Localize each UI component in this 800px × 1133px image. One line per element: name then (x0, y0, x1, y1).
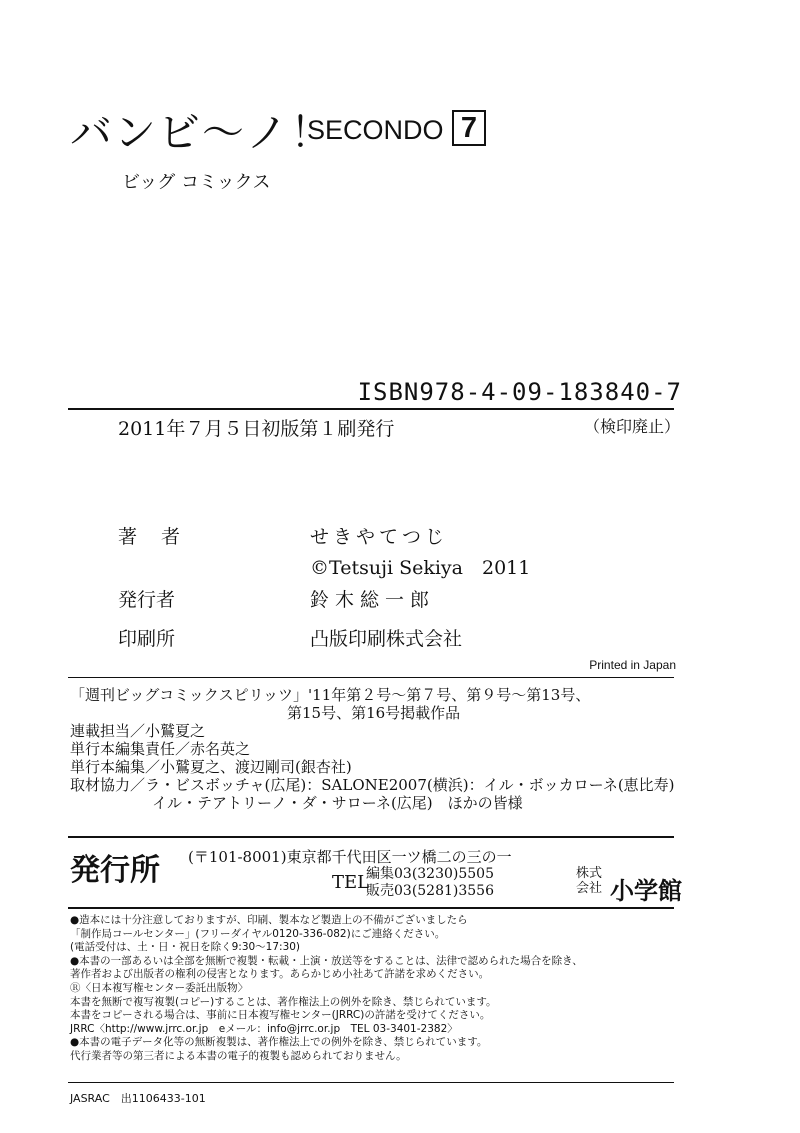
tel-label: TEL (332, 872, 370, 893)
tel-edit: 編集03(3230)5505 (366, 866, 494, 882)
tel-numbers (366, 866, 494, 900)
author-label: 著者 (118, 526, 205, 548)
company-name: 小学館 (610, 877, 682, 905)
printed-in-japan: Printed in Japan (589, 658, 676, 672)
note-line: 代行業者等の第三者による本書の電子的複製も認められておりません。 (70, 1049, 407, 1062)
series-name: ビッグ コミックス (122, 172, 271, 193)
printer-name: 凸版印刷株式会社 (310, 628, 463, 650)
note-line: 本書をコピーされる場合は、事前に日本複写権センター(JRRC)の許諾を受けてください。 (70, 1009, 491, 1022)
credit-line: 単行本編集責任／赤名英之 (70, 740, 251, 758)
notes-top-rule (68, 907, 674, 909)
jasrac-top-rule (68, 1082, 674, 1083)
credit-line: 「週刊ビッグコミックスピリッツ」'11年第２号～第７号、第９号～第13号、 (70, 686, 591, 704)
issuer-address: (〒101-8001)東京都千代田区一ツ橋二の三の一 (188, 848, 512, 866)
volume-number: 7 (452, 110, 486, 146)
corp-type-line: 株式 (576, 866, 603, 881)
note-line: Ⓡ〈日本複写権センター委託出版物〉 (70, 981, 249, 994)
corp-type-line: 会社 (576, 881, 603, 896)
seal-omitted-note: （検印廃止） (583, 417, 680, 436)
jasrac-number: JASRAC 出1106433-101 (70, 1092, 206, 1105)
publisher-name: 鈴木総一郎 (310, 589, 436, 611)
credit-line: イル・テアトリーノ・ダ・サローネ(広尾) ほかの皆様 (152, 794, 523, 812)
note-line: (電話受付は、土・日・祝日を除く9:30～17:30) (70, 941, 301, 954)
printer-label: 印刷所 (118, 628, 176, 650)
credit-line: 連載担当／小鷲夏之 (70, 722, 206, 740)
book-subtitle: SECONDO (307, 115, 444, 145)
note-line: 著作者および出版者の権利の侵害となります。あらかじめ小社あて許諾を求めください。 (70, 968, 490, 981)
credit-line: 取材協力／ラ・ビスボッチャ(広尾)：SALONE2007(横浜)：イル・ボッカローネ(恵比寿) (70, 776, 675, 794)
publisher-label: 発行者 (118, 589, 176, 611)
copyright-line: ©Tetsuji Sekiya 2011 (310, 557, 531, 579)
corp-type (576, 866, 602, 896)
note-line: ●造本には十分注意しておりますが、印刷、製本など製造上の不備がございましたら (70, 914, 468, 926)
note-line: ●本書の電子データ化等の無断複製は、著作権法上での例外を除き、禁じられています。 (70, 1036, 488, 1049)
note-line: 「制作局コールセンター」(フリーダイヤル0120-336-082)にご連絡ください。 (70, 927, 446, 940)
note-line: 本書を無断で複写複製(コピー)することは、著作権法上の例外を除き、禁じられています。 (70, 995, 497, 1008)
note-line: JRRC〈http://www.jrrc.or.jp eメール：info@jrrc.or.jp TEL 03-3401-2382〉 (70, 1022, 458, 1035)
tel-sales: 販売03(5281)3556 (366, 883, 494, 899)
edition-date: 2011年７月５日初版第１刷発行 (118, 418, 395, 440)
isbn-rule (68, 408, 674, 410)
credits-top-rule (68, 677, 674, 678)
book-title: バンビ～ノ！ (70, 108, 335, 157)
note-line: ●本書の一部あるいは全部を無断で複製・転載・上演・放送等をすることは、法律で認められた場合を除き、 (70, 954, 583, 967)
credit-line: 単行本編集／小鷲夏之、渡辺剛司(銀杏社) (70, 758, 352, 776)
issuer-top-rule (68, 836, 674, 838)
credits-block (70, 686, 675, 812)
credit-line: 第15号、第16号掲載作品 (287, 704, 461, 722)
notes-block (70, 914, 583, 1064)
author-name: せきやてつじ (310, 526, 449, 548)
issuer-label: 発行所 (70, 853, 160, 888)
isbn: ISBN978-4-09-183840-7 (357, 378, 682, 406)
